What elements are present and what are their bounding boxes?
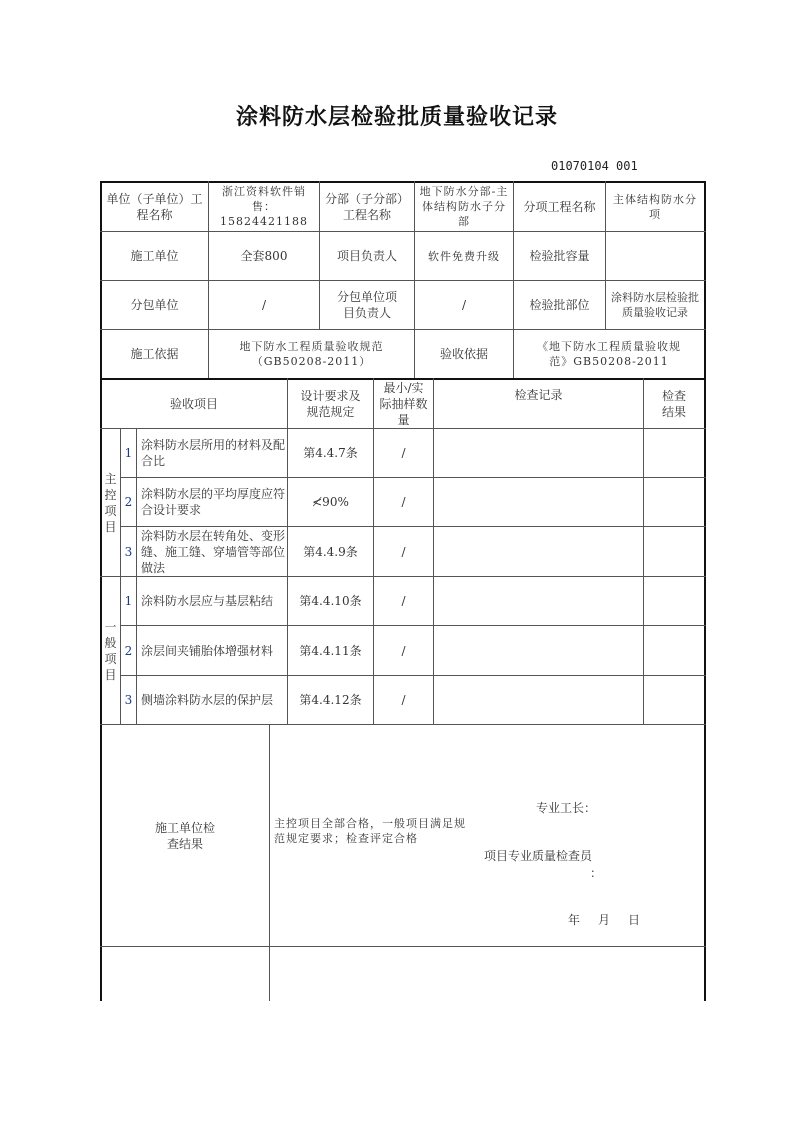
main-items-label: 主控项目 <box>104 471 117 534</box>
main-item-record[interactable] <box>434 429 643 477</box>
conclusion-label: 施工单位检查结果 <box>154 820 215 851</box>
general-item-spec: 第4.4.10条 <box>299 594 362 608</box>
general-item-name: 涂料防水层应与基层粘结 <box>141 594 274 608</box>
column-result: 检查结果 <box>662 389 687 419</box>
division-value[interactable]: 地下防水分部-主体结构防水子分部 <box>419 185 509 228</box>
main-item-record[interactable] <box>434 478 643 526</box>
general-item-sample[interactable]: / <box>401 594 406 608</box>
foreman-label: 专业工长： <box>536 801 597 815</box>
inspector-label: 项目专业质量检查员 <box>484 849 593 863</box>
basis-value[interactable]: 地下防水工程质量验收规范（GB50208-2011） <box>239 340 384 368</box>
general-item-no: 1 <box>124 594 133 608</box>
general-items-label: 一般项目 <box>104 619 117 682</box>
main-item-spec: 第4.4.9条 <box>303 544 358 559</box>
main-item-result[interactable] <box>644 478 704 526</box>
division-label: 分部（子分部）工程名称 <box>324 191 409 222</box>
general-item-name: 侧墙涂料防水层的保护层 <box>141 693 274 707</box>
main-item-sample[interactable]: / <box>401 544 406 559</box>
main-item-name: 涂料防水层所用的材料及配合比 <box>141 438 286 468</box>
sub-value[interactable]: / <box>261 298 267 312</box>
sub-label: 分包单位 <box>130 298 179 312</box>
supervision-label <box>101 947 269 1001</box>
constructor-value[interactable]: 全套800 <box>240 249 288 263</box>
column-item: 验收项目 <box>169 397 218 411</box>
main-item-spec: 第4.4.7条 <box>303 446 358 460</box>
main-item-spec: ≮90% <box>312 495 349 509</box>
main-item-result[interactable] <box>644 429 704 477</box>
subitem-value[interactable]: 主体结构防水分项 <box>613 192 697 221</box>
sub-pm-value[interactable]: / <box>461 298 467 312</box>
main-item-record[interactable] <box>434 527 643 576</box>
main-item-no: 2 <box>124 495 133 509</box>
main-item-result[interactable] <box>644 527 704 576</box>
general-item-result[interactable] <box>644 626 704 675</box>
column-sample: 最小/实际抽样数量 <box>379 381 428 427</box>
main-item-no: 3 <box>124 544 133 559</box>
location-label: 检验批部位 <box>529 298 590 312</box>
inspector-colon: ： <box>590 866 603 880</box>
column-record: 检查记录 <box>514 388 563 402</box>
general-item-record[interactable] <box>434 577 643 625</box>
general-item-result[interactable] <box>644 676 704 724</box>
general-item-no: 2 <box>124 643 133 658</box>
general-item-record[interactable] <box>434 626 643 675</box>
document-title: 涂料防水层检验批质量验收记录 <box>235 105 558 130</box>
general-item-result[interactable] <box>644 577 704 625</box>
capacity-label: 检验批容量 <box>529 249 590 263</box>
main-item-no: 1 <box>124 446 133 460</box>
general-item-name: 涂层间夹铺胎体增强材料 <box>141 643 274 658</box>
main-item-name: 涂料防水层在转角处、变形缝、施工缝、穿墙管等部位做法 <box>141 528 286 575</box>
accept-label: 验收依据 <box>439 347 488 361</box>
pm-label: 项目负责人 <box>336 249 397 263</box>
accept-value[interactable]: 《地下防水工程质量验收规范》GB50208-2011 <box>537 340 681 368</box>
column-design: 设计要求及规范规定 <box>300 389 361 419</box>
unit-value[interactable]: 浙江资料软件销售：15824421188 <box>220 185 308 228</box>
pm-value[interactable]: 软件免费升级 <box>428 249 500 263</box>
main-item-sample[interactable]: / <box>401 495 406 509</box>
subitem-label: 分项工程名称 <box>523 199 596 214</box>
general-item-spec: 第4.4.11条 <box>299 643 362 658</box>
general-item-spec: 第4.4.12条 <box>299 693 362 707</box>
supervision-conclusion[interactable] <box>270 947 704 1001</box>
general-item-sample[interactable]: / <box>401 693 406 707</box>
unit-label: 单位（子单位）工程名称 <box>106 191 203 222</box>
inspection-form <box>100 181 706 1001</box>
general-item-record[interactable] <box>434 676 643 724</box>
basis-label: 施工依据 <box>130 347 179 361</box>
main-item-sample[interactable]: / <box>401 446 406 460</box>
capacity-value[interactable] <box>606 232 704 280</box>
sub-pm-label: 分包单位项目负责人 <box>336 290 397 320</box>
general-item-no: 3 <box>124 693 133 707</box>
document-code: 01070104 001 <box>551 159 638 173</box>
main-item-name: 涂料防水层的平均厚度应符合设计要求 <box>141 487 286 517</box>
general-item-sample[interactable]: / <box>401 643 406 658</box>
conclusion-date[interactable]: 年 月 日 <box>568 913 644 927</box>
location-value[interactable]: 涂料防水层检验批质量验收记录 <box>611 291 699 319</box>
conclusion-text[interactable]: 主控项目全部合格，一般项目满足规范规定要求；检查评定合格 <box>274 817 466 845</box>
constructor-label: 施工单位 <box>130 249 179 263</box>
